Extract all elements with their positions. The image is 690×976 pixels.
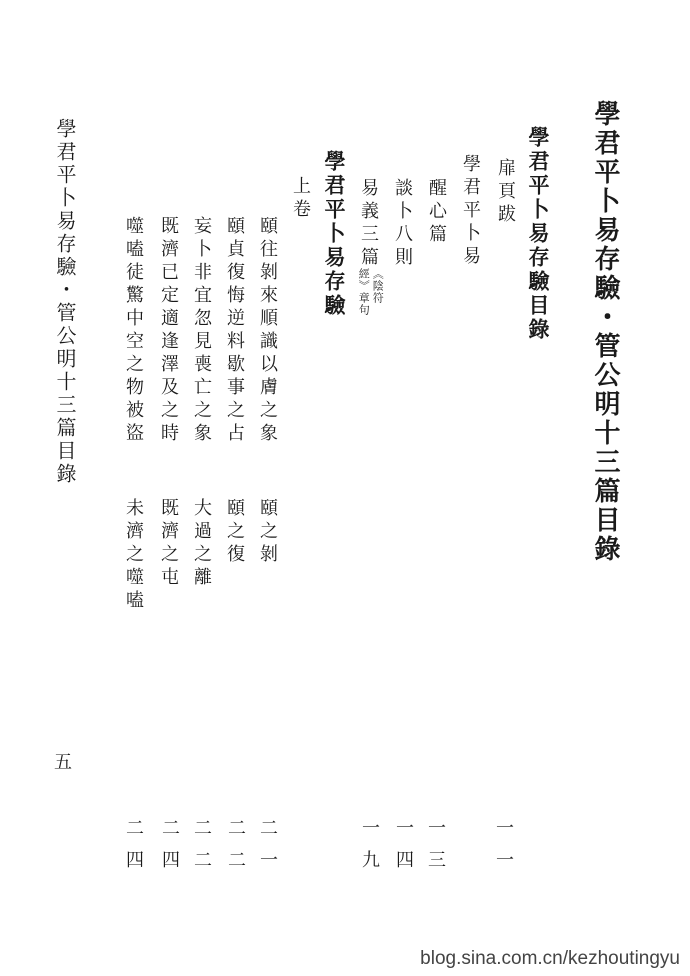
- toc-entry: 頤往剝來順識以膚之象: [257, 216, 278, 446]
- toc-page-number: 二四: [123, 818, 144, 882]
- toc-entry-sub: 大過之離: [191, 498, 212, 590]
- toc-note: 《陰符: [371, 268, 385, 304]
- toc-heading: 學君平卜易存驗目錄: [526, 126, 551, 342]
- toc-entry: 易義三篇: [358, 178, 379, 270]
- toc-page-number: 一九: [359, 818, 380, 882]
- toc-entry: 扉頁跋: [495, 158, 516, 227]
- watermark-url: blog.sina.com.cn/kezhoutingyu: [420, 948, 680, 969]
- toc-heading: 學君平卜易存驗: [322, 150, 347, 318]
- toc-entry: 學君平卜易: [460, 154, 481, 269]
- toc-entry-sub: 既濟之屯: [158, 498, 179, 590]
- toc-section: 上卷: [290, 176, 311, 222]
- toc-entry-sub: 頤之剝: [257, 498, 278, 567]
- page-title: 學君平卜易存驗・管公明十三篇目錄: [590, 100, 620, 564]
- toc-entry: 醒心篇: [426, 178, 447, 247]
- toc-entry: 談卜八則: [392, 178, 413, 270]
- toc-entry: 既濟已定適逢澤及之時: [158, 216, 179, 446]
- toc-page-number: 二四: [159, 818, 180, 882]
- toc-page-number: 二二: [225, 818, 246, 882]
- running-head: 學君平卜易存驗・管公明十三篇目錄: [53, 118, 77, 486]
- toc-note: 經》章句: [357, 268, 371, 316]
- toc-page-number: 一三: [425, 818, 446, 882]
- toc-page-number: 一四: [393, 818, 414, 882]
- toc-page-number: 二一: [257, 818, 278, 882]
- toc-entry-sub: 未濟之噬嗑: [123, 498, 144, 613]
- toc-page-number: 二二: [191, 818, 212, 882]
- folio-page-number: 五: [54, 752, 72, 773]
- toc-entry-sub: 頤之復: [224, 498, 245, 567]
- toc-page-number: 一一: [493, 818, 514, 882]
- toc-entry: 妄卜非宜忽見喪亡之象: [191, 216, 212, 446]
- toc-entry: 噬嗑徒驚中空之物被盜: [123, 216, 144, 446]
- toc-entry: 頤貞復悔逆料歇事之占: [224, 216, 245, 446]
